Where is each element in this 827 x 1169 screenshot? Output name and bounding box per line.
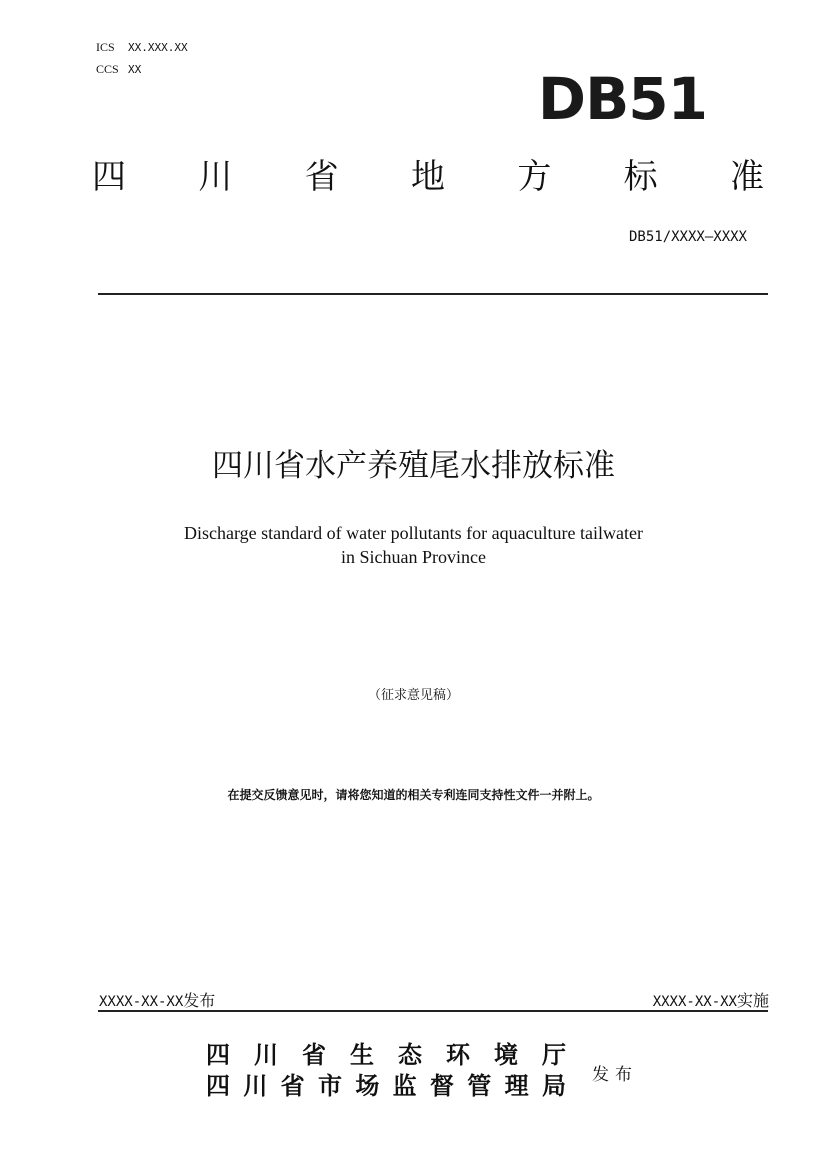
org-char: 省 <box>280 1071 305 1100</box>
heading-char: 准 <box>729 157 764 197</box>
heading-char: 省 <box>304 157 339 197</box>
issue-date-label: 发布 <box>183 991 216 1010</box>
heading-char: 方 <box>517 157 552 197</box>
org-char: 四 <box>206 1040 230 1069</box>
standard-number: DB51/XXXX—XXXX <box>628 229 747 245</box>
ccs-label: CCS <box>96 62 119 76</box>
heading-char: 川 <box>198 157 233 197</box>
org-char: 厅 <box>542 1040 566 1069</box>
db51-logo: DB51 <box>537 65 707 133</box>
ics-label: ICS <box>96 40 115 54</box>
org-char: 市 <box>317 1071 342 1100</box>
heading-char: 四 <box>92 157 126 197</box>
heading-char: 地 <box>410 157 445 197</box>
issuer-org-2 <box>206 1071 566 1100</box>
org-char: 四 <box>206 1071 230 1100</box>
org-char: 境 <box>494 1040 518 1069</box>
org-char: 理 <box>504 1071 529 1100</box>
org-char: 场 <box>355 1071 380 1100</box>
draft-status: （征求意见稿） <box>367 688 459 703</box>
patent-notice: 在提交反馈意见时，请将您知道的相关专利连同支持性文件一并附上。 <box>227 788 600 802</box>
title-chinese: 四川省水产养殖尾水排放标准 <box>212 448 615 484</box>
org-char: 态 <box>398 1040 422 1069</box>
org-char: 管 <box>467 1071 492 1100</box>
heading-char: 标 <box>623 157 658 197</box>
org-char: 川 <box>243 1071 268 1100</box>
ccs-value: XX <box>128 63 142 76</box>
issue-date <box>99 988 215 1011</box>
org-char: 局 <box>541 1071 566 1100</box>
title-english-line2: in Sichuan Province <box>341 547 486 567</box>
implement-date <box>653 988 769 1011</box>
ccs-code <box>96 62 141 77</box>
province-standard-heading <box>92 157 764 197</box>
org-char: 环 <box>446 1040 470 1069</box>
org-char: 生 <box>350 1040 374 1069</box>
org-char: 督 <box>429 1071 454 1100</box>
org-char: 监 <box>392 1071 417 1100</box>
top-divider <box>98 293 768 295</box>
publish-label: 发布 <box>592 1065 638 1085</box>
org-char: 川 <box>254 1040 278 1069</box>
org-char: 省 <box>302 1040 326 1069</box>
ics-value: XX.XXX.XX <box>128 41 188 54</box>
ics-code <box>96 40 188 55</box>
implement-date-label: 实施 <box>736 991 769 1010</box>
bottom-divider <box>98 1010 768 1012</box>
issuer-org-1 <box>206 1040 566 1069</box>
title-english-line1: Discharge standard of water pollutants for aquaculture tailwater <box>184 523 643 543</box>
issue-date-value: XXXX-XX-XX <box>99 994 184 1010</box>
implement-date-value: XXXX-XX-XX <box>652 994 737 1010</box>
